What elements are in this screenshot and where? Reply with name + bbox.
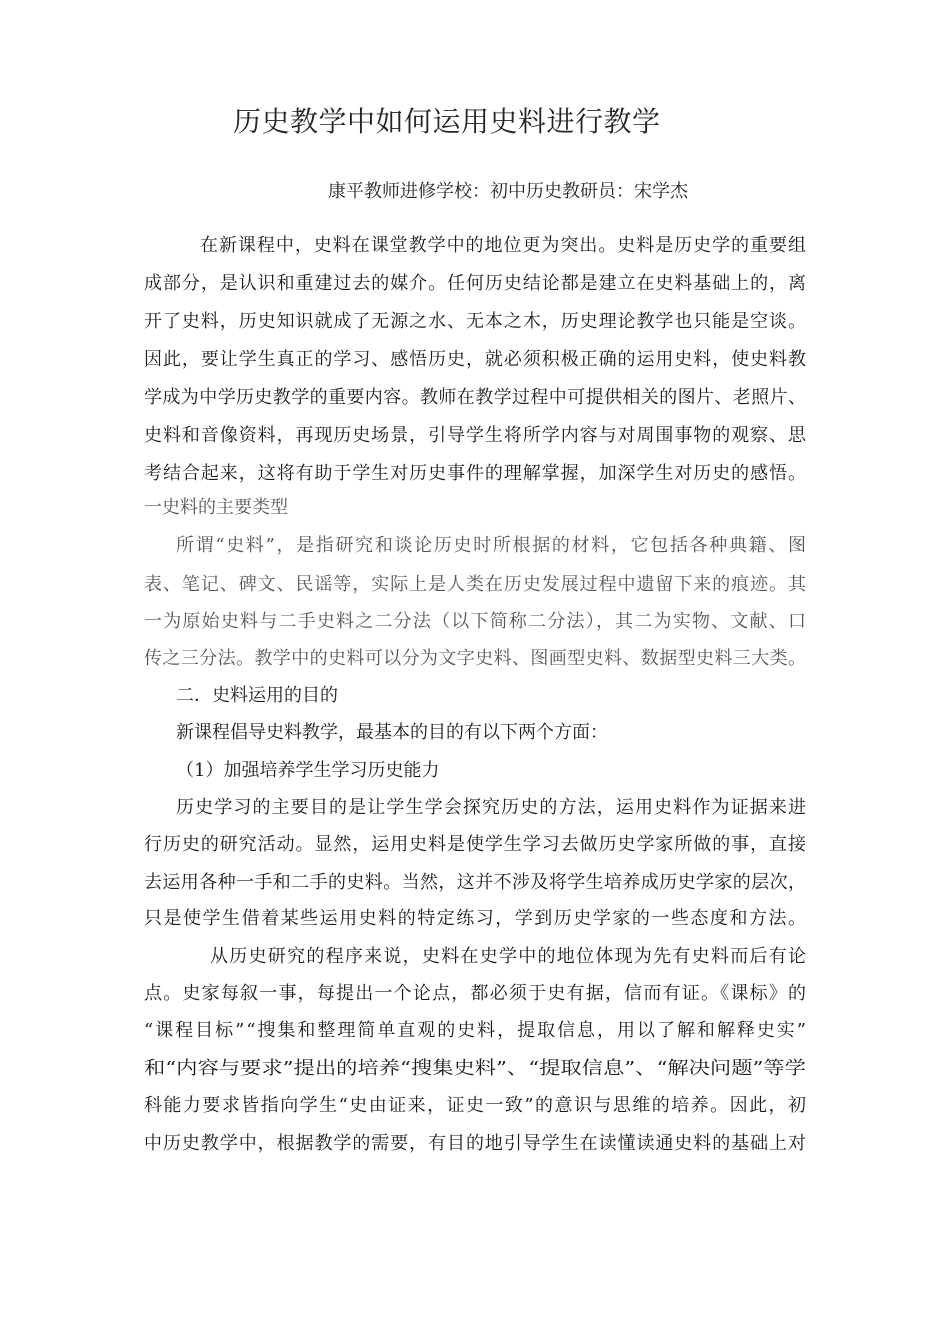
author-line: 康平教师进修学校：初中历史教研员：宋学杰 (328, 181, 688, 202)
text-line: 从历史研究的程序来说，史料在史学中的地位体现为先有史料而后有论 (210, 946, 808, 967)
text-line: 在新课程中，史料在课堂教学中的地位更为突出。史料是历史学的重要组 (200, 235, 807, 256)
document-title: 历史教学中如何运用史料进行教学 (233, 105, 661, 138)
text-line: 和“内容与要求”提出的培养“搜集史料”、“提取信息”、“解决问题”等学 (144, 1058, 806, 1079)
text-line: 点。史家每叙一事，每提出一个论点，都必须于史有据，信而有证。《课标》的 (144, 983, 808, 1004)
subsection-heading: （1）加强培养学生学习历史能力 (176, 760, 440, 781)
text-line: 因此，要让学生真正的学习、感悟历史，就必须积极正确的运用史料，使史料教 (144, 349, 807, 370)
text-line: 开了史料，历史知识就成了无源之水、无本之木，历史理论教学也只能是空谈。 (144, 311, 807, 332)
text-line: 科能力要求皆指向学生“史由证来，证史一致”的意识与思维的培养。因此，初 (144, 1095, 808, 1116)
text-line: 中历史教学中，根据教学的需要，有目的地引导学生在读懂读通史料的基础上对 (144, 1133, 807, 1154)
text-line: 只是使学生借着某些运用史料的特定练习，学到历史学家的一些态度和方法。 (144, 908, 808, 929)
section-heading-1: 一史料的主要类型 (144, 497, 288, 518)
text-line: 成部分，是认识和重建过去的媒介。任何历史结论都是建立在史料基础上的，离 (144, 273, 807, 294)
text-line: 学成为中学历史教学的重要内容。教师在教学过程中可提供相关的图片、老照片、 (144, 387, 807, 408)
text-line: 行历史的研究活动。显然，运用史料是使学生学习去做历史学家所做的事，直接 (144, 834, 807, 855)
section-heading-2: 二．史料运用的目的 (176, 685, 338, 706)
text-line: 表、笔记、碑文、民谣等，实际上是人类在历史发展过程中遗留下来的痕迹。其 (144, 574, 807, 595)
text-line: 去运用各种一手和二手的史料。当然，这并不涉及将学生培养成历史学家的层次， (144, 872, 807, 893)
text-line: “课程目标”“搜集和整理简单直观的史料，提取信息，用以了解和解释史实” (144, 1020, 808, 1041)
text-line: 一为原始史料与二手史料之二分法（以下简称二分法），其二为实物、文献、口 (144, 611, 808, 632)
text-line: 所谓“史料”，是指研究和谈论历史时所根据的材料，它包括各种典籍、图 (176, 535, 808, 556)
text-line: 考结合起来，这将有助于学生对历史事件的理解掌握，加深学生对历史的感悟。 (144, 463, 807, 484)
text-line: 传之三分法。教学中的史料可以分为文字史料、图画型史料、数据型史料三大类。 (144, 648, 807, 669)
text-line: 历史学习的主要目的是让学生学会探究历史的方法，运用史料作为证据来进 (176, 797, 808, 818)
text-line: 新课程倡导史料教学，最基本的目的有以下两个方面： (176, 722, 608, 743)
text-line: 史料和音像资料，再现历史场景，引导学生将所学内容与对周围事物的观察、思 (144, 425, 807, 446)
